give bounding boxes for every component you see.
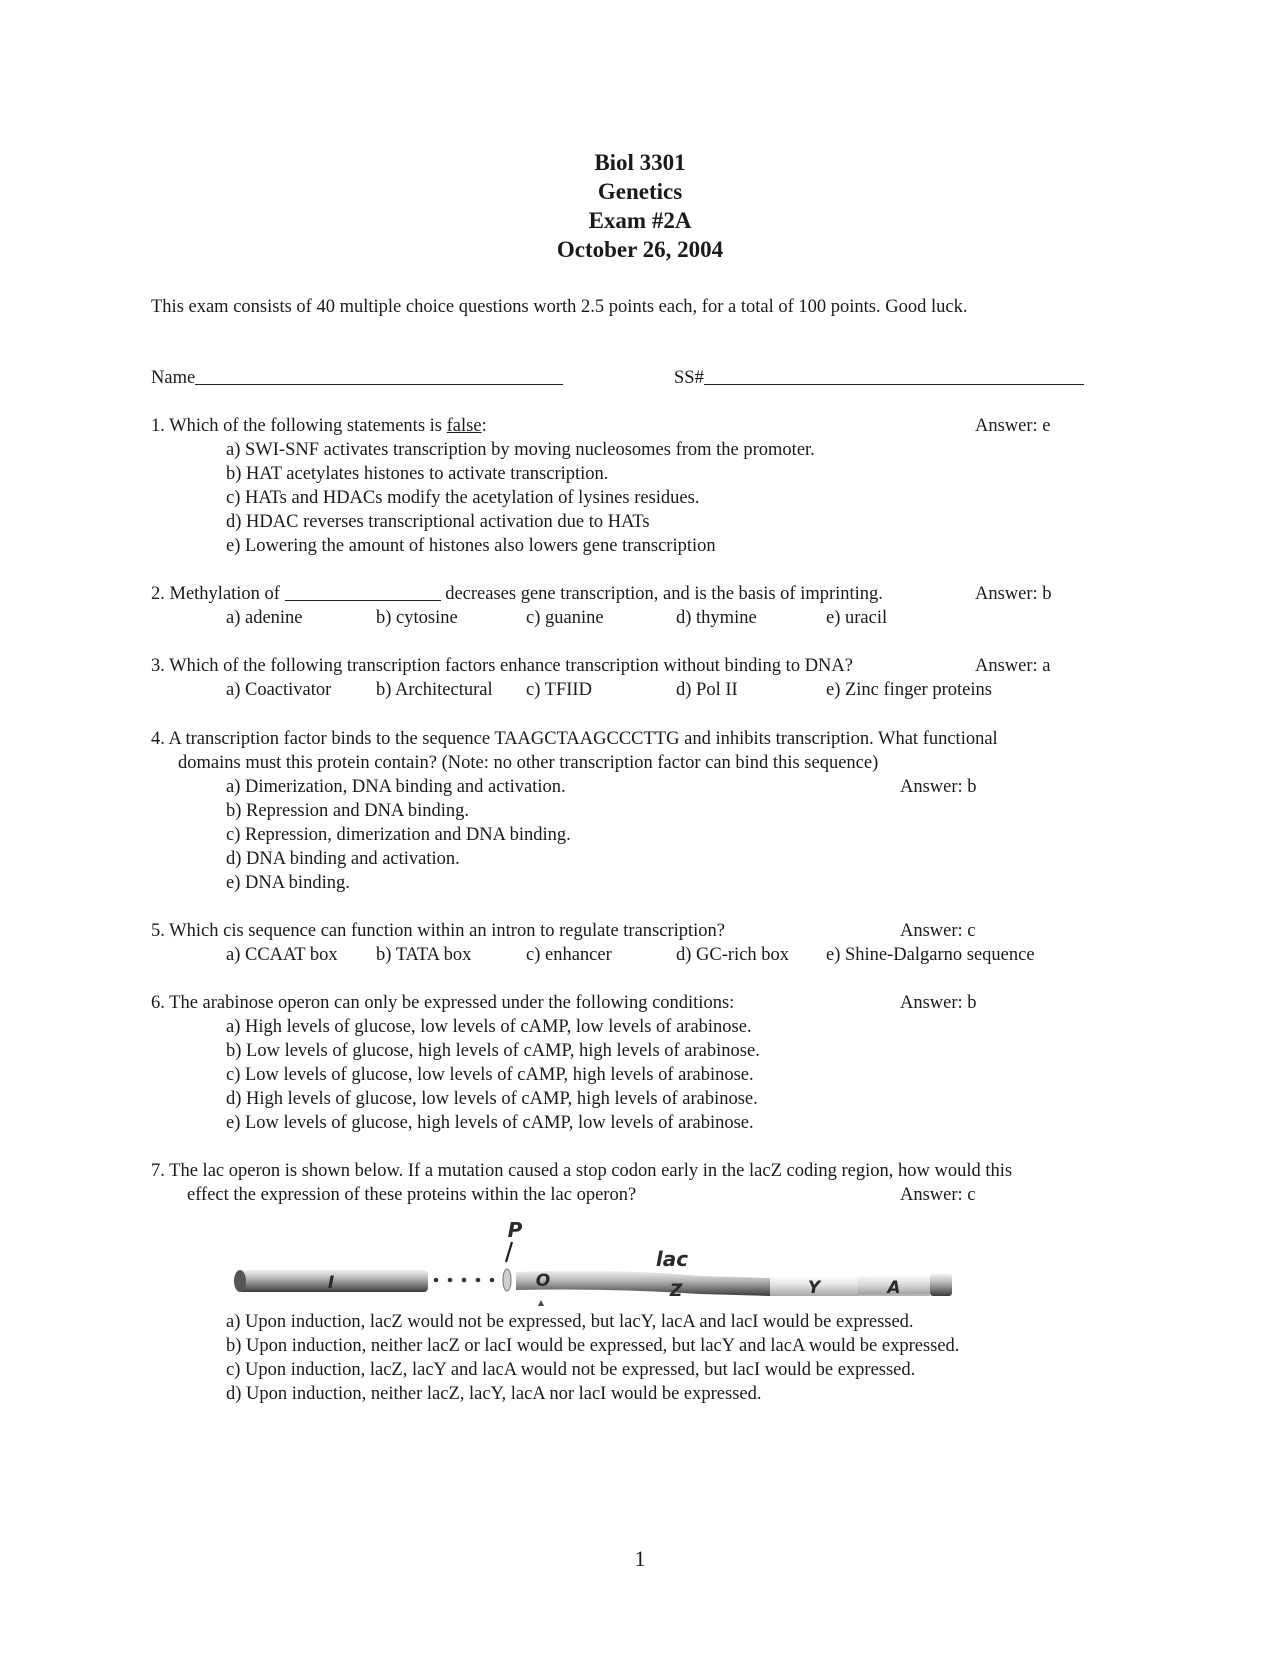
q1-stem bbox=[151, 416, 487, 437]
q6-option-b: b) Low levels of glucose, high levels of cAMP, high levels of arabinose. bbox=[226, 1041, 760, 1061]
q2-option-b: b) cytosine bbox=[376, 608, 458, 628]
q5-stem: 5. Which cis sequence can function within an intron to regulate transcription? bbox=[151, 921, 726, 941]
q1-stem-suffix: : bbox=[481, 416, 487, 436]
course-title: Biol 3301 bbox=[594, 150, 686, 175]
q1-option-a: a) SWI-SNF activates transcription by moving nucleosomes from the promoter. bbox=[226, 440, 815, 460]
q6-option-a: a) High levels of glucose, low levels of cAMP, low levels of arabinose. bbox=[226, 1017, 752, 1037]
label-o: O bbox=[535, 1271, 551, 1291]
q4-option-e: e) DNA binding. bbox=[226, 873, 350, 893]
q2-stem-suffix: decreases gene transcription, and is the basis of imprinting. bbox=[440, 584, 883, 604]
q2-option-d: d) thymine bbox=[676, 608, 757, 628]
q1-option-d: d) HDAC reverses transcriptional activation due to HATs bbox=[226, 512, 650, 532]
intergenic-dots bbox=[434, 1278, 495, 1283]
q2-answer: Answer: b bbox=[975, 584, 1052, 604]
q7-option-b: b) Upon induction, neither lacZ or lacI would be expressed, but lacY and lacA would be expressed. bbox=[226, 1336, 960, 1356]
q3-answer: Answer: a bbox=[975, 656, 1051, 676]
q4-option-a: a) Dimerization, DNA binding and activation. bbox=[226, 777, 566, 797]
ss-label: SS# bbox=[674, 368, 704, 388]
ss-blank bbox=[704, 383, 1084, 385]
label-y: Y bbox=[807, 1278, 821, 1298]
q4-option-d: d) DNA binding and activation. bbox=[226, 849, 460, 869]
q2-option-c: c) guanine bbox=[526, 608, 604, 628]
q3-option-e: e) Zinc finger proteins bbox=[826, 680, 992, 700]
q6-option-d: d) High levels of glucose, low levels of cAMP, high levels of arabinose. bbox=[226, 1089, 758, 1109]
q6-stem: 6. The arabinose operon can only be expressed under the following conditions: bbox=[151, 993, 735, 1013]
q1-option-c: c) HATs and HDACs modify the acetylation of lysines residues. bbox=[226, 488, 700, 508]
page-number: 1 bbox=[634, 1546, 646, 1571]
q2-blank bbox=[285, 599, 441, 601]
label-z: Z bbox=[669, 1281, 683, 1301]
q7-option-c: c) Upon induction, lacZ, lacY and lacA would not be expressed, but lacI would be expressed. bbox=[226, 1360, 916, 1380]
q6-answer: Answer: b bbox=[900, 993, 977, 1013]
q3-option-a: a) Coactivator bbox=[226, 680, 332, 700]
exam-instructions: This exam consists of 40 multiple choice questions worth 2.5 points each, for a total of 100 points. Good luck. bbox=[151, 297, 968, 317]
q7-answer: Answer: c bbox=[900, 1185, 976, 1205]
q5-option-a: a) CCAAT box bbox=[226, 945, 338, 965]
q2-stem bbox=[151, 584, 883, 605]
promoter-marker bbox=[503, 1269, 511, 1291]
lac-operon-diagram bbox=[230, 1212, 990, 1312]
q4-stem-line1: 4. A transcription factor binds to the sequence TAAGCTAAGCCCTTG and inhibits transcription. What functional bbox=[151, 729, 998, 749]
promoter-pointer bbox=[506, 1242, 512, 1262]
subject-title: Genetics bbox=[597, 179, 683, 204]
q5-answer: Answer: c bbox=[900, 921, 976, 941]
q7-stem-line1: 7. The lac operon is shown below. If a mutation caused a stop codon early in the lacZ coding region, how would this bbox=[151, 1161, 1013, 1181]
q7-option-a: a) Upon induction, lacZ would not be expressed, but lacY, lacA and lacI would be expressed. bbox=[226, 1312, 914, 1332]
exam-date: October 26, 2004 bbox=[556, 237, 724, 262]
q6-option-e: e) Low levels of glucose, high levels of cAMP, low levels of arabinose. bbox=[226, 1113, 754, 1133]
q1-stem-emphasis: false bbox=[446, 416, 482, 436]
q1-answer: Answer: e bbox=[975, 416, 1051, 436]
operon-end bbox=[930, 1274, 952, 1296]
q1-stem-text: 1. Which of the following statements is bbox=[151, 416, 447, 436]
q5-option-c: c) enhancer bbox=[526, 945, 612, 965]
label-a: A bbox=[887, 1278, 901, 1298]
q5-option-e: e) Shine-Dalgarno sequence bbox=[826, 945, 1035, 965]
q1-option-e: e) Lowering the amount of histones also lowers gene transcription bbox=[226, 536, 716, 556]
q5-option-d: d) GC-rich box bbox=[676, 945, 790, 965]
q3-option-c: c) TFIID bbox=[526, 680, 592, 700]
q6-option-c: c) Low levels of glucose, low levels of cAMP, high levels of arabinose. bbox=[226, 1065, 754, 1085]
q2-option-a: a) adenine bbox=[226, 608, 303, 628]
label-lac: lac bbox=[655, 1247, 689, 1271]
q5-option-b: b) TATA box bbox=[376, 945, 472, 965]
name-label: Name bbox=[151, 368, 196, 388]
label-p: P bbox=[507, 1218, 523, 1242]
q7-option-d: d) Upon induction, neither lacZ, lacY, lacA nor lacI would be expressed. bbox=[226, 1384, 762, 1404]
q2-stem-text: 2. Methylation of bbox=[151, 584, 285, 604]
q3-option-b: b) Architectural bbox=[376, 680, 493, 700]
q4-stem-line2: domains must this protein contain? (Note: no other transcription factor can bind this sequence) bbox=[178, 753, 879, 773]
q3-option-d: d) Pol II bbox=[676, 680, 738, 700]
q3-stem: 3. Which of the following transcription factors enhance transcription without binding to DNA? bbox=[151, 656, 853, 676]
q4-option-c: c) Repression, dimerization and DNA binding. bbox=[226, 825, 571, 845]
q4-answer: Answer: b bbox=[900, 777, 977, 797]
name-blank bbox=[195, 383, 563, 385]
ss-field[interactable] bbox=[674, 368, 1084, 389]
name-field[interactable] bbox=[151, 368, 563, 389]
q2-option-e: e) uracil bbox=[826, 608, 888, 628]
q4-option-b: b) Repression and DNA binding. bbox=[226, 801, 470, 821]
operator-tick bbox=[538, 1300, 544, 1306]
exam-title: Exam #2A bbox=[588, 208, 692, 233]
q1-option-b: b) HAT acetylates histones to activate transcription. bbox=[226, 464, 609, 484]
q7-stem-line2: effect the expression of these proteins within the lac operon? bbox=[187, 1185, 637, 1205]
label-i: I bbox=[327, 1273, 335, 1293]
